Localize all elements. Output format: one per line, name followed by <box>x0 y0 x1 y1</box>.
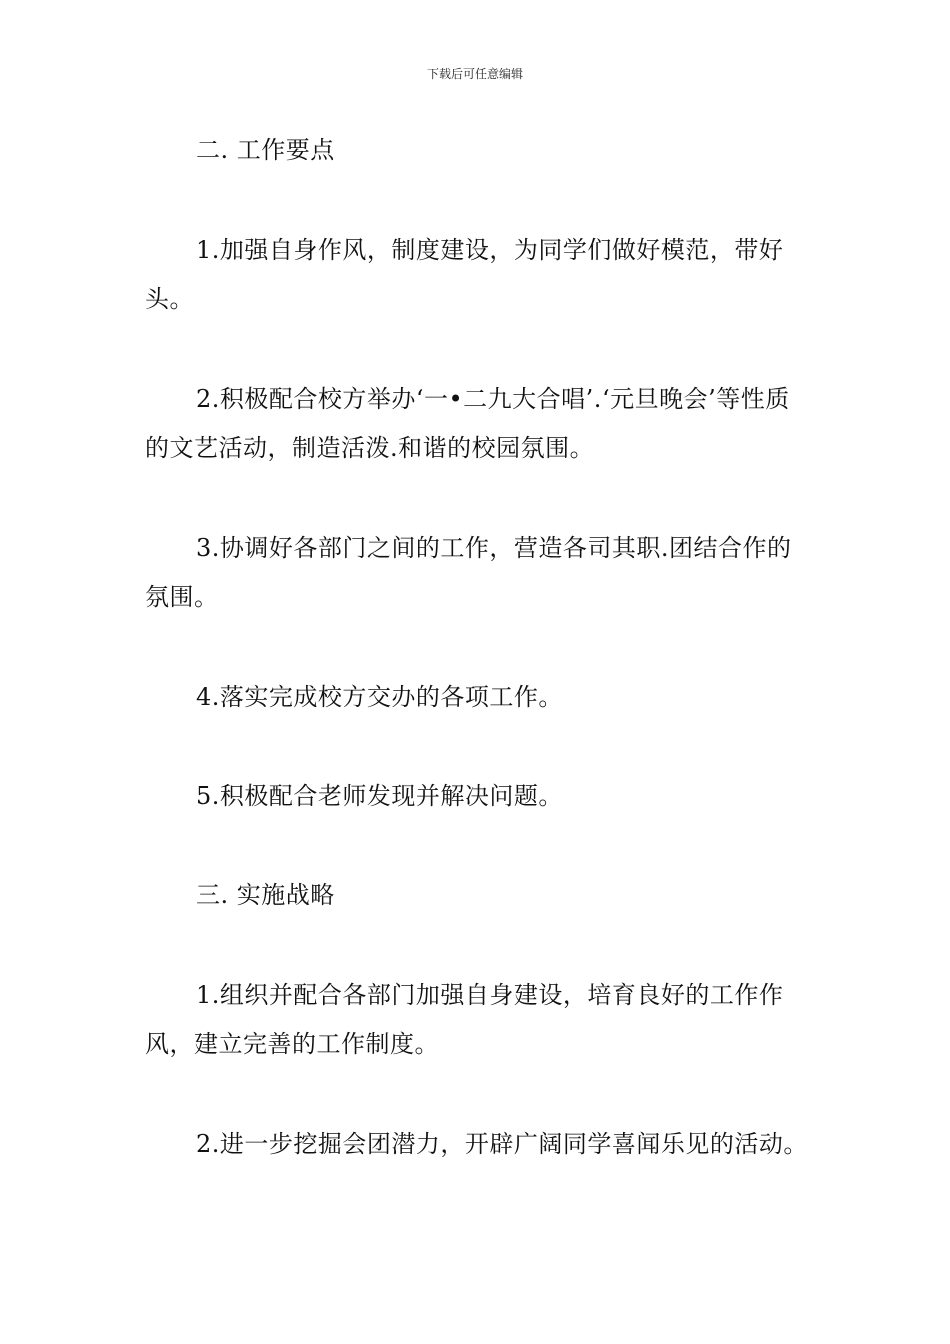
section-heading-strategy: 三. 实施战略 <box>196 881 335 909</box>
strategy-item-2: 2.进一步挖掘会团潜力，开辟广阔同学喜闻乐见的活动。 <box>196 1130 808 1158</box>
strategy-item-1: 1.组织并配合各部门加强自身建设，培育良好的工作作风，建立完善的工作制度。 <box>145 981 784 1058</box>
document-body <box>145 126 809 1169</box>
work-point-item-2: 2.积极配合校方举办‘一•二九大合唱’.‘元旦晚会’等性质的文艺活动，制造活泼.和谐的校园氛围。 <box>145 385 790 462</box>
page-header-note: 下载后可任意编辑 <box>426 67 523 81</box>
work-point-item-4: 4.落实完成校方交办的各项工作。 <box>196 683 563 711</box>
work-point-item-5: 5.积极配合老师发现并解决问题。 <box>196 782 563 810</box>
section-heading-work-points: 二. 工作要点 <box>196 136 335 164</box>
work-point-item-1: 1.加强自身作风，制度建设，为同学们做好模范，带好头。 <box>145 236 784 313</box>
work-point-item-3: 3.协调好各部门之间的工作，营造各司其职.团结合作的氛围。 <box>145 534 792 611</box>
